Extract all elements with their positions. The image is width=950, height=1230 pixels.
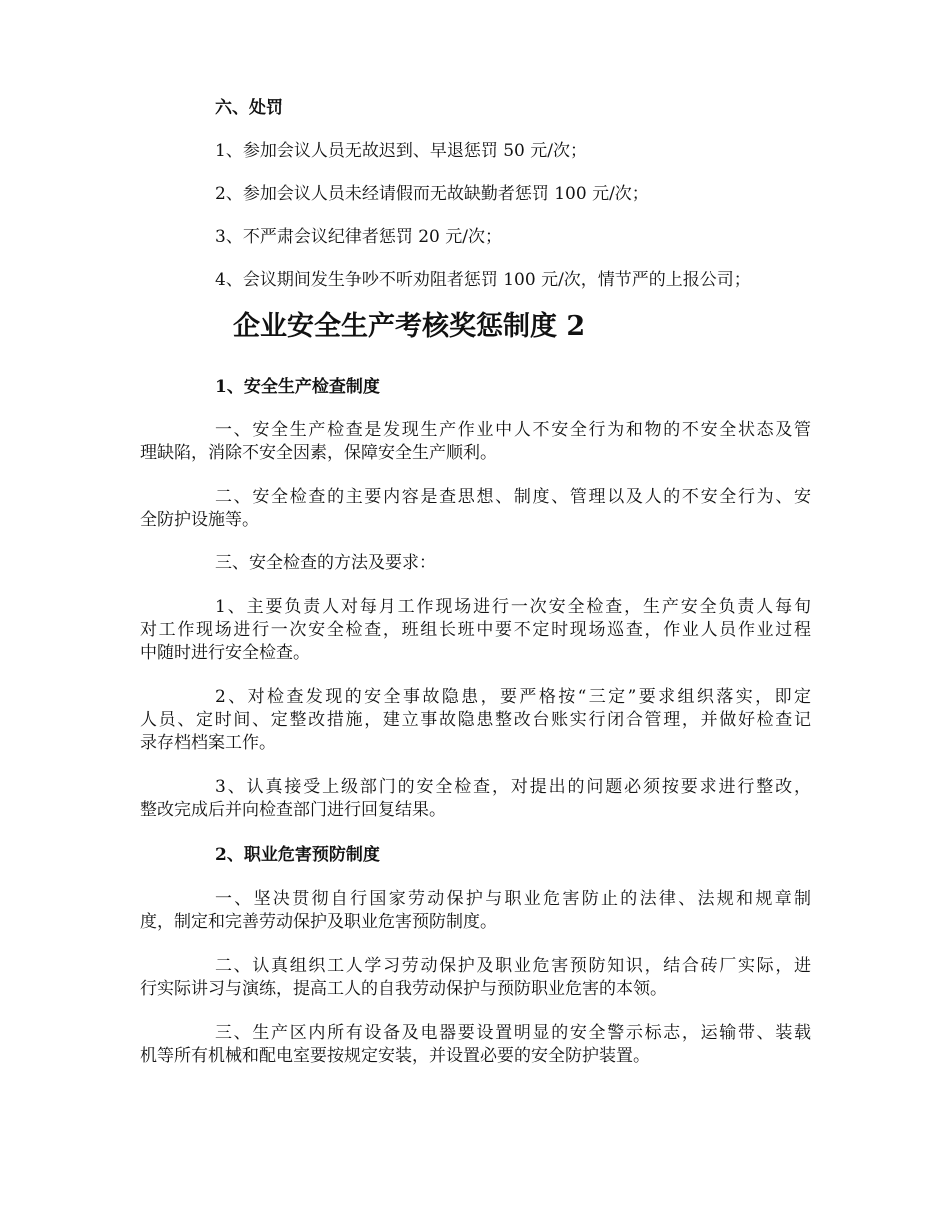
part1-para5-line3: 录存档档案工作。	[140, 733, 276, 753]
penalty-item-3: 3、不严肃会议纪律者惩罚 20 元/次；	[215, 227, 502, 247]
part1-para2-line2: 全防护设施等。	[140, 510, 259, 530]
part1-para4-line3: 中随时进行安全检查。	[140, 643, 310, 663]
penalty-item-1: 1、参加会议人员无故迟到、早退惩罚 50 元/次；	[215, 141, 587, 161]
penalty-item-4: 4、会议期间发生争吵不听劝阻者惩罚 100 元/次，情节严的上报公司；	[215, 270, 751, 290]
part1-para5-line1: 2、对检查发现的安全事故隐患，要严格按“三定”要求组织落实，即定	[215, 687, 811, 707]
penalty-item-2: 2、参加会议人员未经请假而无故缺勤者惩罚 100 元/次；	[215, 184, 649, 204]
part1-para1-line2: 理缺陷，消除不安全因素，保障安全生产顺利。	[140, 443, 497, 463]
part1-para3: 三、安全检查的方法及要求：	[215, 553, 436, 573]
part1-para6-line2: 整改完成后并向检查部门进行回复结果。	[140, 800, 446, 820]
part2-para2-line1: 二、认真组织工人学习劳动保护及职业危害预防知识，结合砖厂实际，进	[215, 956, 811, 976]
document-title: 企业安全生产考核奖惩制度 2	[233, 311, 586, 342]
part1-para2-line1: 二、安全检查的主要内容是查思想、制度、管理以及人的不安全行为、安	[215, 487, 811, 507]
part1-para6-line1: 3、认真接受上级部门的安全检查，对提出的问题必须按要求进行整改，	[215, 777, 811, 797]
part1-para1-line1: 一、安全生产检查是发现生产作业中人不安全行为和物的不安全状态及管	[215, 420, 811, 440]
part2-heading: 2、职业危害预防制度	[215, 845, 380, 865]
part2-para2-line2: 行实际讲习与演练，提高工人的自我劳动保护与预防职业危害的本领。	[140, 979, 667, 999]
part2-para3-line2: 机等所有机械和配电室要按规定安装，并设置必要的安全防护装置。	[140, 1046, 650, 1066]
section-heading-penalties: 六、处罚	[215, 98, 283, 118]
part2-para1-line2: 度，制定和完善劳动保护及职业危害预防制度。	[140, 912, 497, 932]
part1-para5-line2: 人员、定时间、定整改措施，建立事故隐患整改台账实行闭合管理，并做好检查记	[140, 710, 811, 730]
part2-para3-line1: 三、生产区内所有设备及电器要设置明显的安全警示标志，运输带、装载	[215, 1023, 811, 1043]
part1-para4-line1: 1、主要负责人对每月工作现场进行一次安全检查，生产安全负责人每旬	[215, 597, 811, 617]
part2-para1-line1: 一、坚决贯彻自行国家劳动保护与职业危害防止的法律、法规和规章制	[215, 889, 811, 909]
part1-para4-line2: 对工作现场进行一次安全检查，班组长班中要不定时现场巡查，作业人员作业过程	[140, 620, 811, 640]
part1-heading: 1、安全生产检查制度	[215, 377, 380, 397]
